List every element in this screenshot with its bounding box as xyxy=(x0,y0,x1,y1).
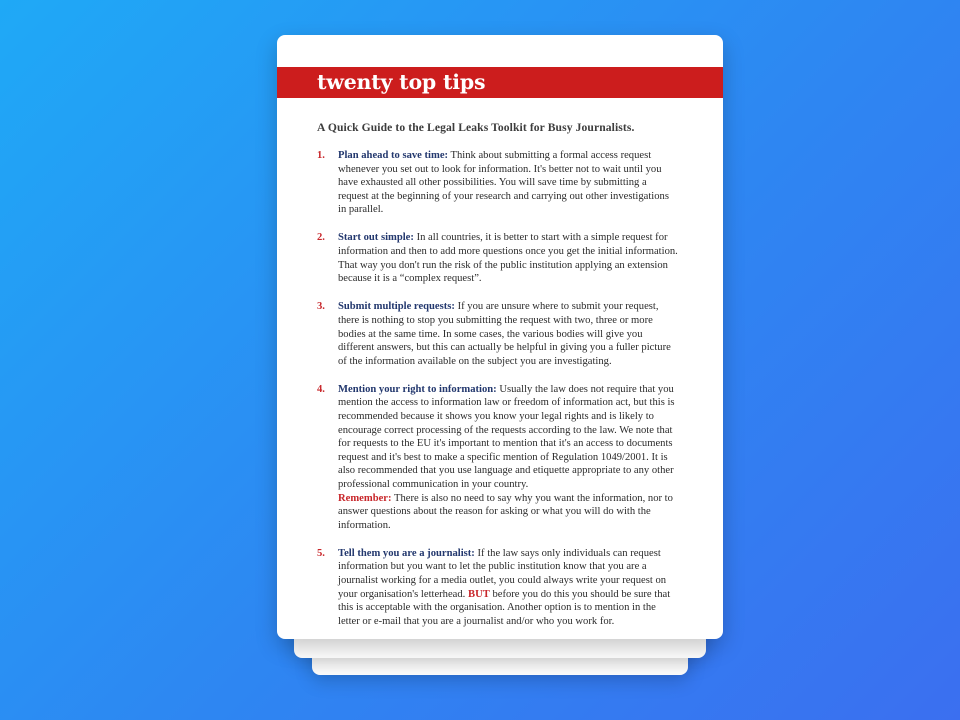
tip-heading: Mention your right to information: xyxy=(338,383,497,395)
tip-heading: Tell them you are a journalist: xyxy=(338,547,475,559)
tip-body xyxy=(338,149,678,217)
tip-text: If you are unsure where to submit your request, there is nothing to stop you submitting the request with two, three or more bodies at the same time. In some cases, the various bodies will give you different answers, but this can actually be helpful in giving you a fuller picture of the information available on the subject you are investigating. xyxy=(338,301,671,367)
tip-body xyxy=(338,231,678,285)
tip-text: In all countries, it is better to start with a simple request for information and then to add more questions once you get the initial information. That way you don't run the risk of the public institution applying an extension because it is a “complex request”. xyxy=(338,232,678,285)
tip-text: Usually the law does not require that you mention the access to information law or freedom of information act, but this is recommended because it shows you know your legal rights and is likely to encourage correct processing of the requests according to the law. We note that for requests to the EU it's important to mention that it's an access to documents request and it's best to make a specific mention of Regulation 1049/2001. It is also recommended that you use language and etiquette appropriate to any other professional communication in your country. xyxy=(338,383,675,490)
document-page[interactable] xyxy=(277,35,723,639)
tip-heading: Submit multiple requests: xyxy=(338,301,455,313)
tip-heading: Start out simple: xyxy=(338,232,414,244)
remember-text: There is also no need to say why you want the information, nor to answer questions about the reason for asking or what you will do with the information. xyxy=(338,492,673,531)
title-banner xyxy=(277,67,723,98)
remember-label: Remember: xyxy=(338,492,392,504)
banner-title: twenty top tips xyxy=(317,70,486,94)
tips-list xyxy=(277,149,723,639)
tip-item xyxy=(277,547,723,629)
tip-item xyxy=(277,383,723,533)
tip-number: 1. xyxy=(317,150,325,161)
tip-body xyxy=(338,300,678,368)
tip-text-after: before you do this you should be sure that this is acceptable with the organisation. Another option is to mention in the letter or e-mail that you are a journalist and/or who you work for. xyxy=(338,588,671,627)
tip-number: 4. xyxy=(317,383,325,395)
tip-heading: Plan ahead to save time: xyxy=(338,150,449,161)
tip-item xyxy=(277,300,723,368)
tip-text: If the law says only individuals can request information but you want to let the public institution know that you are a journalist working for a media outlet, you could always write your request on your organisation's letterhead. xyxy=(338,547,667,600)
tip-text: Think about submitting a formal access request whenever you set out to look for information. It's better not to wait until you have exhausted all other possibilities. You will save time by submitting a request at the beginning of your research and carrying out other investigations in parallel. xyxy=(338,150,669,216)
tip-body xyxy=(338,383,678,533)
tip-number: 2. xyxy=(317,232,325,244)
document-subtitle: A Quick Guide to the Legal Leaks Toolkit for Busy Journalists. xyxy=(317,121,635,134)
tip-number: 5. xyxy=(317,547,325,559)
tip-number: 3. xyxy=(317,301,325,313)
tip-body xyxy=(338,547,678,629)
tip-item xyxy=(277,231,723,285)
tip-item xyxy=(277,149,723,217)
emphasis-but: BUT xyxy=(468,588,490,600)
